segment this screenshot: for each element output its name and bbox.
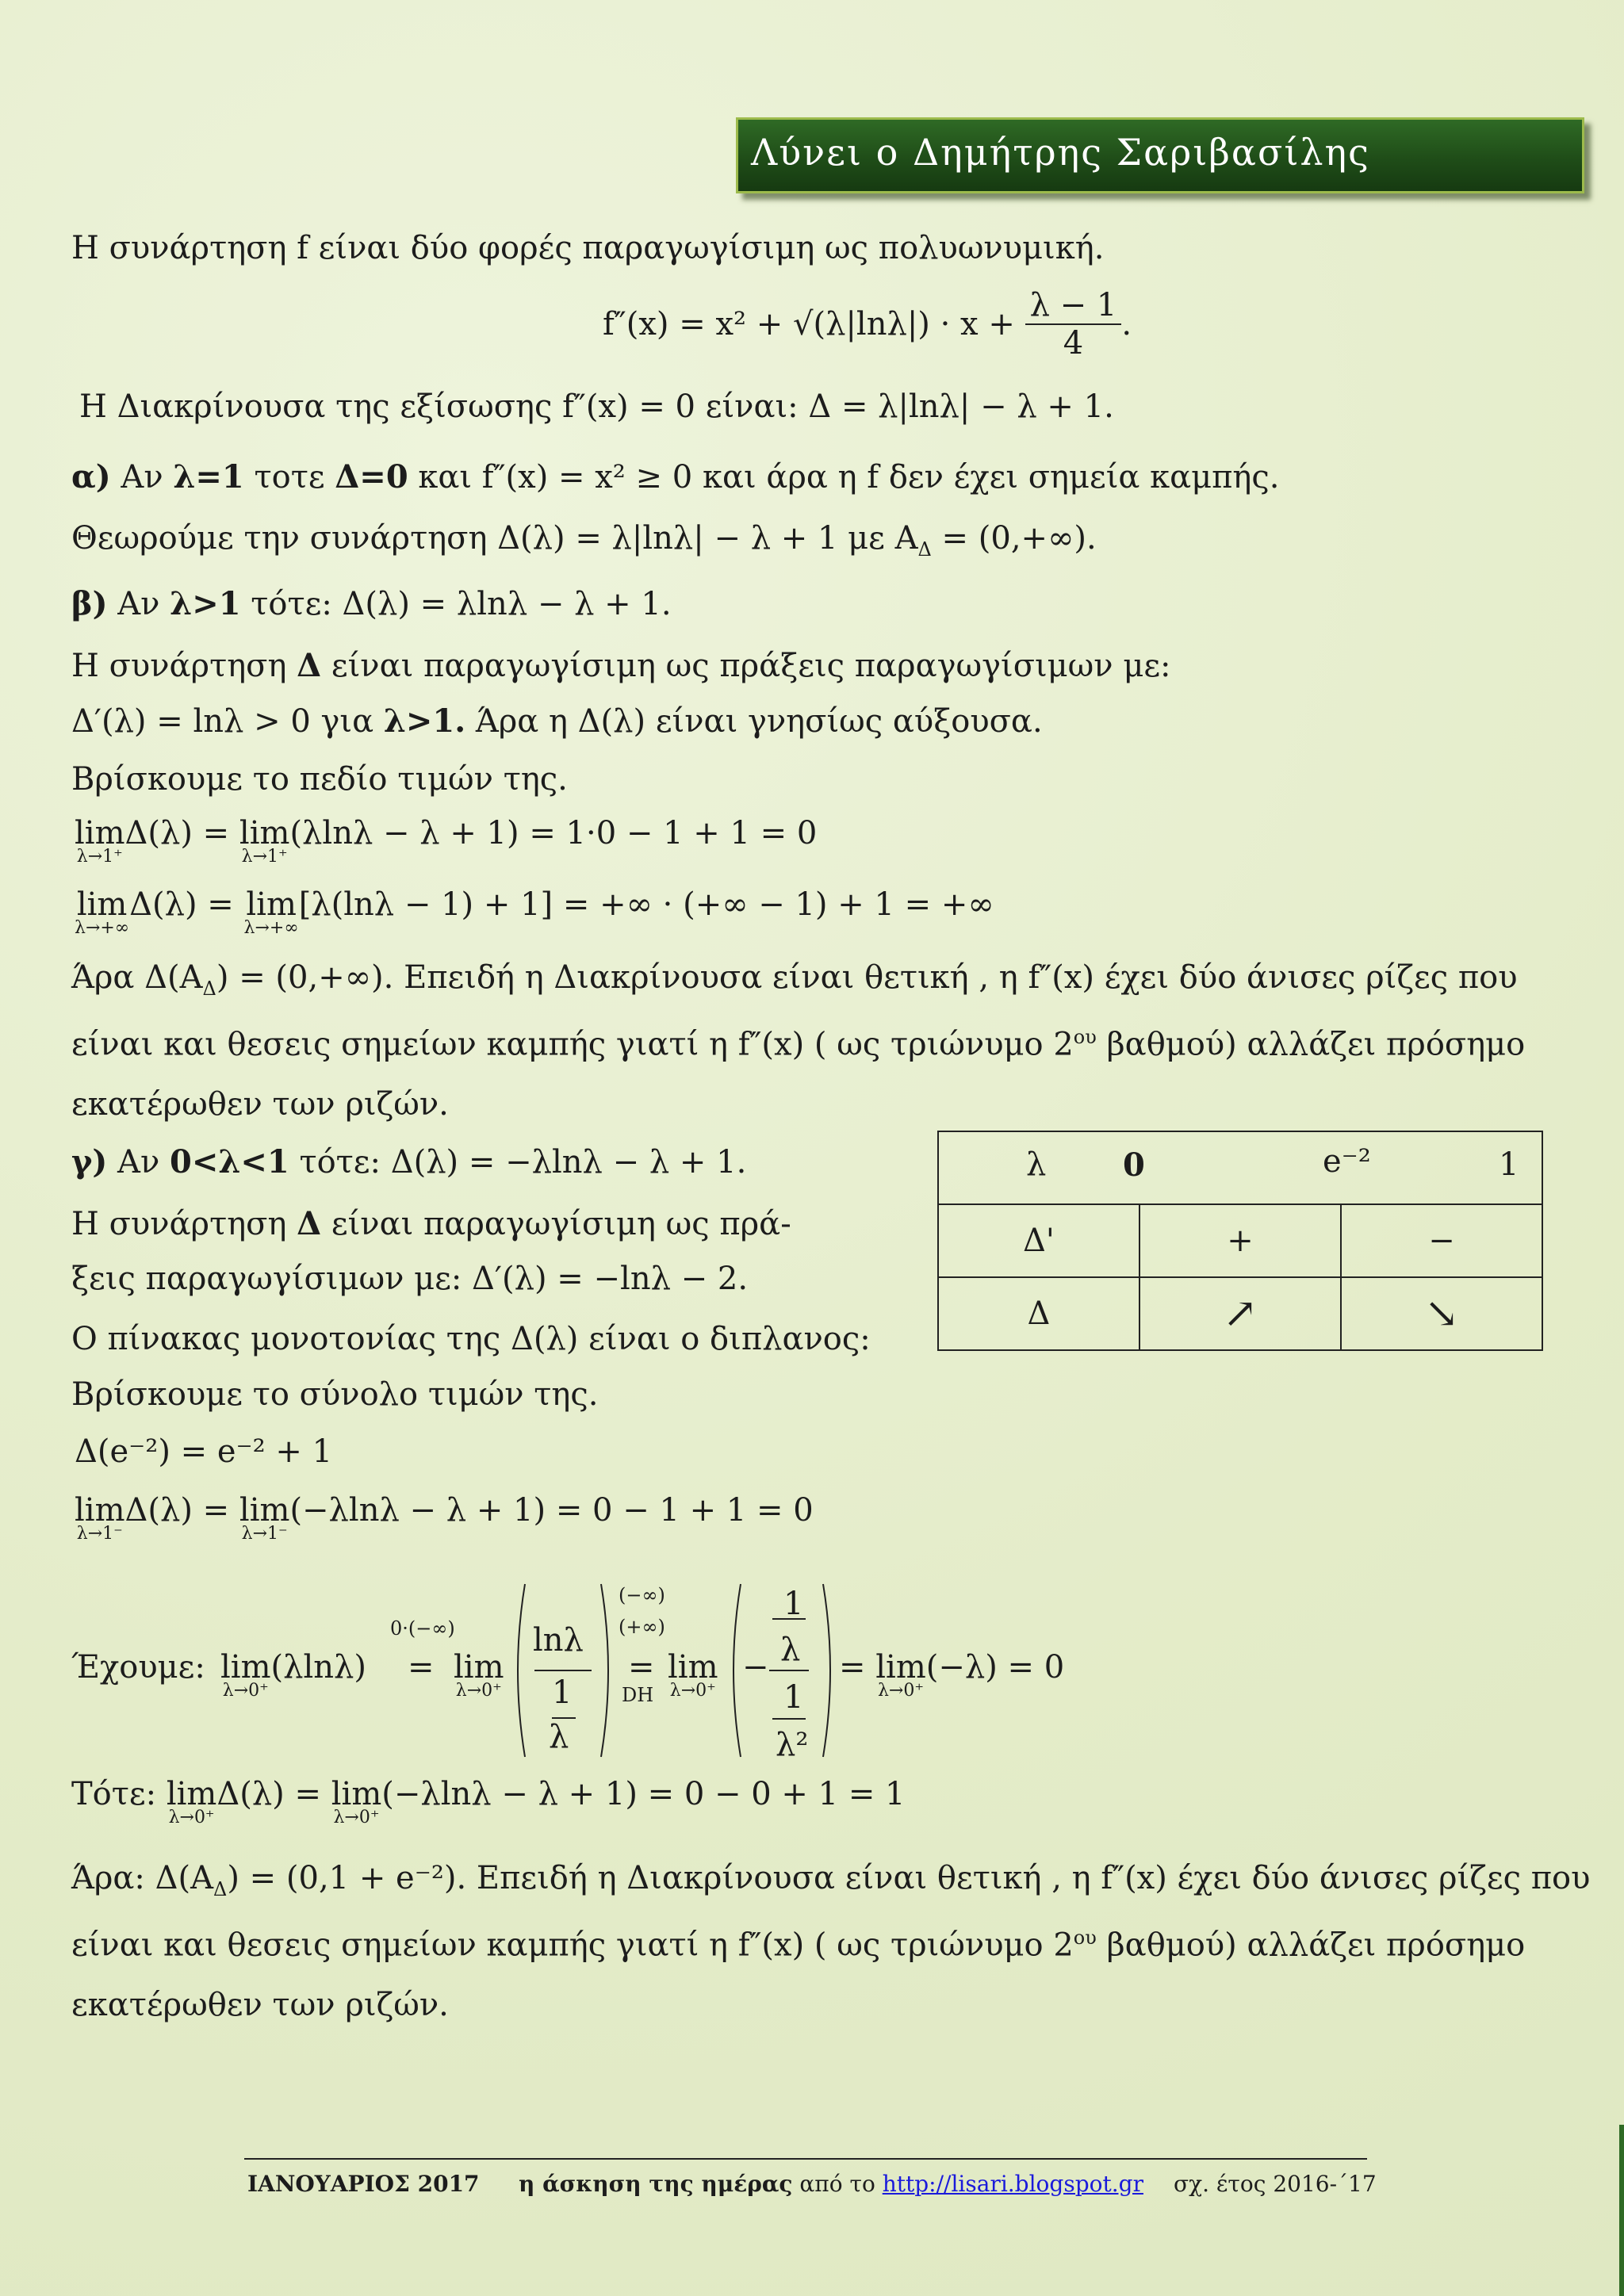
banner-text: Λύνει ο Δημήτρης Σαριβασίλης [751, 131, 1370, 174]
conclusion-c-1: Άρα: $\Delta(A_\Delta) = (0,1 + e^{-2})$. Επειδή η Διακρίνουσα είναι θετική , η f″(x) έχει δύο άνισες ρίζες που [71, 1860, 1591, 1900]
differentiable-c-1: Η συνάρτηση Δ είναι παραγωγίσιμη ως πρά- [71, 1205, 791, 1242]
footer-divider [244, 2158, 1367, 2160]
conclusion-c-2: είναι και θεσεις σημείων καμπής γιατί η f″(x) ( ως τριώνυμο $2^{o\upsilon}$ βαθμού) αλλάζει πρόσημο [71, 1927, 1526, 1964]
page-edge-bar [1619, 2125, 1624, 2296]
consider-function: Θεωρούμε την συνάρτηση Δ(λ) = λ|lnλ| − λ + 1 με $A_\Delta = (0,+\infty)$. [71, 520, 1097, 561]
lhospital-label: Έχουμε: [71, 1649, 205, 1686]
minus-sign: − [742, 1649, 769, 1686]
limit-infinity: lim λ→+∞ Δ(λ) = lim λ→+∞ [λ(lnλ − 1) + 1] = +∞ · (+∞ − 1) + 1 = +∞ [75, 886, 994, 938]
footer-source: η άσκηση της ημέρας από το http://lisari.blogspot.gr [519, 2171, 1143, 2197]
table-header-row [938, 1131, 1542, 1204]
decreasing-arrow: ↘ [1341, 1277, 1542, 1350]
author-banner [736, 117, 1584, 193]
footer-link[interactable]: http://lisari.blogspot.gr [882, 2171, 1143, 2197]
increasing-arrow: ↗ [1139, 1277, 1341, 1350]
row-function-label: Δ [938, 1277, 1139, 1350]
lhospital-lim-3: lim λ→0⁺ [668, 1649, 718, 1701]
conclusion-b-2: είναι και θεσεις σημείων καμπής γιατί η f″(x) ( ως τριώνυμο $2^{o\upsilon}$ βαθμού) αλλάζει πρόσημο [71, 1026, 1526, 1063]
limit-1minus: lim λ→1⁻ Δ(λ) = lim λ→1⁻ (−λlnλ − λ + 1) = 0 − 1 + 1 = 0 [75, 1492, 814, 1544]
frac1-num: lnλ [533, 1622, 584, 1659]
limit-0plus: Τότε: lim λ→0⁺ Δ(λ) = lim λ→0⁺ (−λlnλ − λ + 1) = 0 − 0 + 1 = 1 [71, 1776, 906, 1827]
range-heading-b: Βρίσκουμε το πεδίο τιμών της. [71, 761, 568, 798]
derivative-sign-negative: − [1341, 1204, 1542, 1277]
derivative-b: Δ′(λ) = lnλ > 0 για λ>1. Άρα η Δ(λ) είναι γνησίως αύξουσα. [71, 702, 1043, 740]
header-lambda: λ [1026, 1146, 1047, 1183]
frac2-num-num: 1 [783, 1586, 804, 1622]
range-heading-c: Βρίσκουμε το σύνολο τιμών της. [71, 1376, 599, 1413]
row-derivative-label: Δ' [938, 1204, 1139, 1277]
indeterminate-bottom: (+∞) [619, 1616, 665, 1638]
conclusion-b-1: Άρα $\Delta(A_\Delta) = (0,+\infty)$. Επειδή η Διακρίνουσα είναι θετική , η f″(x) έχει δύο άνισες ρίζες που [71, 959, 1518, 1000]
differentiable-b: Η συνάρτηση Δ είναι παραγωγίσιμη ως πράξεις παραγωγίσιμων με: [71, 647, 1171, 684]
footer-month: ΙΑΝΟΥΑΡΙΟΣ 2017 [247, 2171, 480, 2197]
frac1-den-num: 1 [552, 1674, 573, 1711]
lhospital-lim-2: lim λ→0⁺ [454, 1649, 504, 1701]
discriminant-line: Η Διακρίνουσα της εξίσωσης f″(x) = 0 είναι: Δ = λ|lnλ| − λ + 1. [79, 388, 1114, 425]
indeterminate-top: (−∞) [619, 1584, 665, 1606]
case-c: γ) Αν 0<λ<1 τότε: Δ(λ) = −λlnλ − λ + 1. [71, 1143, 747, 1181]
indeterminate-form-1: 0·(−∞) [390, 1617, 455, 1640]
frac2-den-den: λ² [776, 1727, 809, 1763]
lhospital-lim-1: lim λ→0⁺ (λlnλ) [220, 1649, 366, 1701]
header-zero: 0 [1123, 1146, 1145, 1184]
differentiable-c-2: ξεις παραγωγίσιμων με: Δ′(λ) = −lnλ − 2. [71, 1261, 749, 1297]
monotonicity-table [937, 1131, 1543, 1351]
header-e-minus-2: e⁻² [1323, 1143, 1371, 1180]
derivative-sign-positive: + [1139, 1204, 1341, 1277]
case-b: β) Αν λ>1 τότε: Δ(λ) = λlnλ − λ + 1. [71, 585, 672, 622]
header-one: 1 [1499, 1146, 1519, 1183]
value-at-e-2: Δ(e⁻²) = e⁻² + 1 [75, 1433, 333, 1470]
conclusion-b-3: εκατέρωθεν των ριζών. [71, 1086, 449, 1123]
intro-line: Η συνάρτηση f είναι δύο φορές παραγωγίσιμη ως πολυωνυμική. [71, 230, 1105, 266]
conclusion-c-3: εκατέρωθεν των ριζών. [71, 1987, 449, 2023]
eq-sign-2: = [628, 1649, 655, 1686]
case-a: α) Αν λ=1 τοτε Δ=0 και f″(x) = x² ≥ 0 και άρα η f δεν έχει σημεία καμπής. [71, 458, 1280, 496]
limit-1plus: lim λ→1⁺ Δ(λ) = lim λ→1⁺ (λlnλ − λ + 1) = 1·0 − 1 + 1 = 0 [75, 815, 818, 867]
second-derivative-eq: f″(x) = x² + √(λ|lnλ|) · x + $\frac{\lambda - 1}{4}$ . [603, 287, 1132, 362]
dh-label: DH [622, 1684, 654, 1706]
monotonicity-text: Ο πίνακας μονοτονίας της Δ(λ) είναι ο διπλανος: [71, 1321, 871, 1357]
footer-year: σχ. έτος 2016-΄17 [1174, 2171, 1377, 2197]
eq-sign-1: = [408, 1649, 435, 1686]
frac2-den-num: 1 [783, 1679, 804, 1716]
frac1-den-den: λ [549, 1719, 569, 1755]
frac2-num-den: λ [780, 1632, 801, 1668]
lhospital-final: = lim λ→0⁺ (−λ) = 0 [839, 1649, 1065, 1701]
